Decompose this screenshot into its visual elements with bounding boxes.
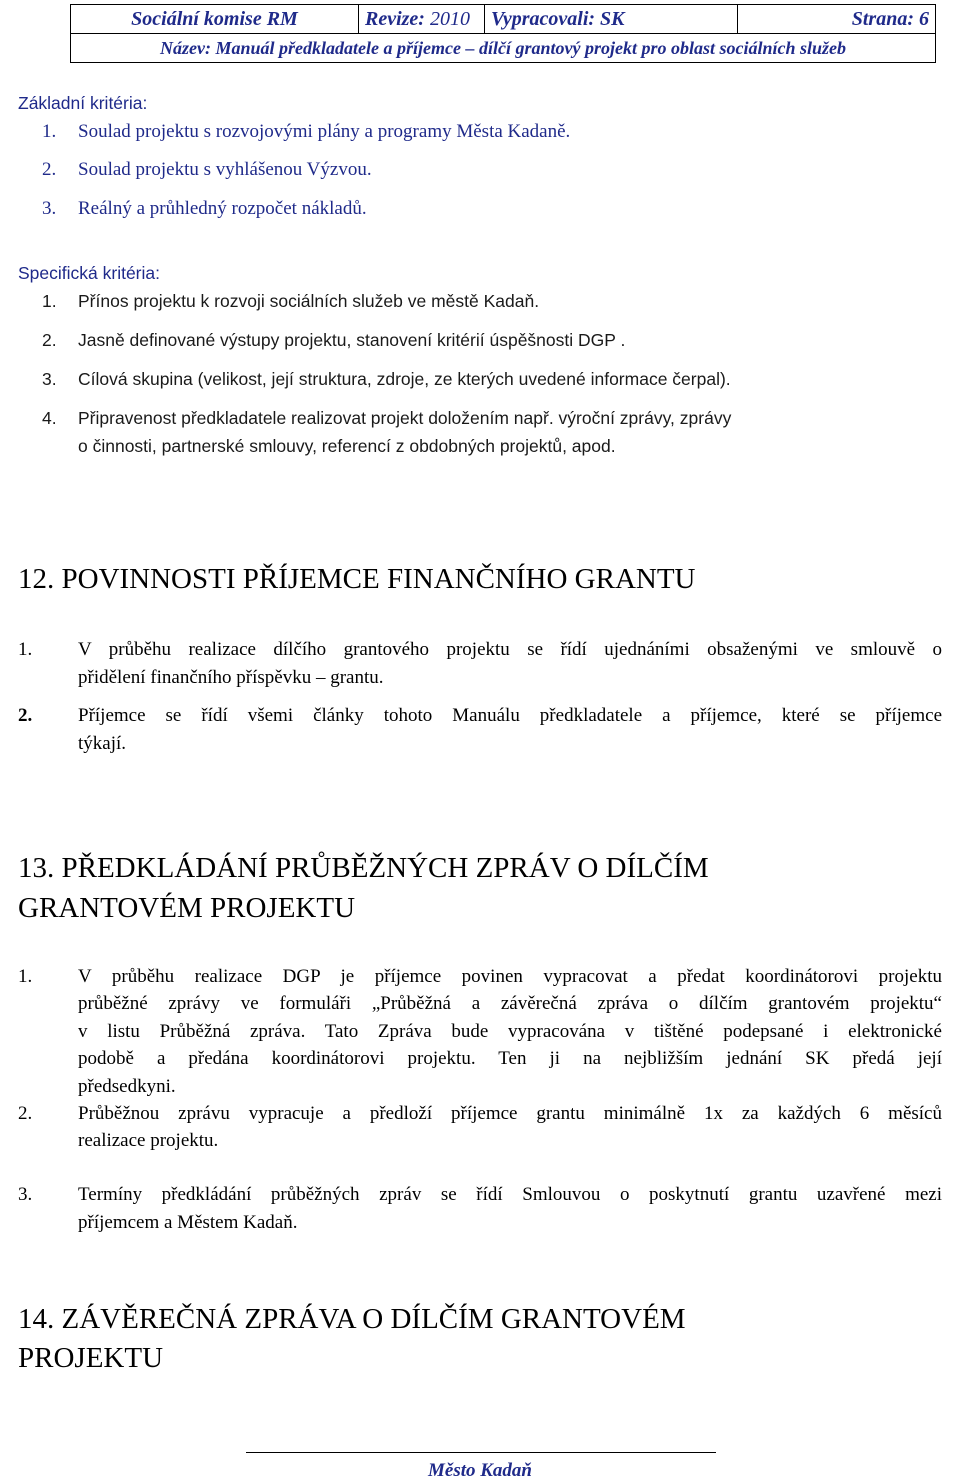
specific-criteria-num-1: 1. (42, 291, 57, 311)
section-13-num-3: 3. (18, 1184, 33, 1205)
section-12-heading: 12. POVINNOSTI PŘÍJEMCE FINANČNÍHO GRANTU (18, 563, 696, 595)
section-13-item-1-line-3: v listu Průběžná zpráva. Tato Zpráva bude vypracována v tištěné podepsané i elektronické (78, 1021, 942, 1042)
section-13-item-2-line-1: Průběžnou zprávu vypracuje a předloží příjemce grantu minimálně 1x za každých 6 měsíců (78, 1103, 942, 1124)
specific-criteria-title: Specifická kritéria: (18, 263, 160, 283)
basic-criteria-item-3: Reálný a průhledný rozpočet nákladů. (78, 198, 367, 219)
specific-criteria-num-4: 4. (42, 408, 57, 428)
specific-criteria-item-4-line-1: Připravenost předkladatele realizovat projekt doložením např. výroční zprávy, zprávy (78, 408, 732, 428)
section-13-num-1: 1. (18, 966, 33, 987)
section-12-item-1-line-1: V průběhu realizace dílčího grantového projektu se řídí ujednáními obsaženými ve smlouvě o (78, 639, 942, 660)
specific-criteria-item-1: Přínos projektu k rozvoji sociálních služeb ve městě Kadaň. (78, 291, 540, 311)
section-14-heading-line-2: PROJEKTU (18, 1342, 164, 1374)
basic-criteria-num-3: 3. (42, 198, 57, 219)
footer-divider (246, 1452, 716, 1453)
section-13-item-1-line-4: podobě a předána koordinátorovi projektu. Ten ji na nejbližším jednání SK předá její (78, 1048, 942, 1069)
section-13-heading-line-2: GRANTOVÉM PROJEKTU (18, 892, 356, 924)
section-13-item-1-line-2: průběžné zprávy ve formuláři „Průběžná a závěrečná zpráva o dílčím grantovém projektu“ (78, 993, 942, 1014)
specific-criteria-item-3: Cílová skupina (velikost, její struktura, zdroje, ze kterých uvedené informace čerpal). (78, 369, 731, 389)
section-13-item-3-line-1: Termíny předkládání průběžných zpráv se řídí Smlouvou o poskytnutí grantu uzavřené mezi (78, 1184, 942, 1205)
section-14-heading-line-1: 14. ZÁVĚREČNÁ ZPRÁVA O DÍLČÍM GRANTOVÉM (18, 1303, 686, 1335)
section-12-item-1-line-2: přidělení finančního příspěvku – grantu. (78, 667, 384, 688)
section-12-item-2-line-1: Příjemce se řídí všemi články tohoto Manuálu předkladatele a příjemce, které se příjemce (78, 705, 942, 726)
section-12-num-2: 2. (18, 705, 33, 726)
section-13-heading-line-1: 13. PŘEDKLÁDÁNÍ PRŮBĚŽNÝCH ZPRÁV O DÍLČÍM (18, 852, 709, 884)
section-12-item-2-line-2: týkají. (78, 733, 127, 754)
basic-criteria-num-2: 2. (42, 159, 57, 180)
specific-criteria-num-2: 2. (42, 330, 57, 350)
section-13-item-1-line-1: V průběhu realizace DGP je příjemce povinen vypracovat a předat koordinátorovi projektu (78, 966, 942, 987)
header-org: Sociální komise RM (71, 5, 359, 34)
basic-criteria-item-1: Soulad projektu s rozvojovými plány a programy Města Kadaně. (78, 121, 571, 142)
section-13-num-2: 2. (18, 1103, 33, 1124)
header-revision: Revize: 2010 (359, 5, 485, 34)
basic-criteria-item-2: Soulad projektu s vyhlášenou Výzvou. (78, 159, 372, 180)
section-12-num-1: 1. (18, 639, 33, 660)
basic-criteria-title: Základní kritéria: (18, 93, 148, 113)
specific-criteria-num-3: 3. (42, 369, 57, 389)
header-document-name: Název: Manuál předkladatele a příjemce – dílčí grantový projekt pro oblast sociálních služeb (71, 34, 936, 63)
footer-city: Město Kadaň (428, 1460, 532, 1481)
section-13-item-1-line-5: předsedkyni. (78, 1076, 176, 1097)
specific-criteria-item-4-line-2: o činnosti, partnerské smlouvy, referencí z obdobných projektů, apod. (78, 436, 616, 456)
page-header (70, 4, 936, 63)
section-13-item-2-line-2: realizace projektu. (78, 1130, 219, 1151)
header-prepared: Vypracovali: SK (485, 5, 738, 34)
basic-criteria-num-1: 1. (42, 121, 57, 142)
specific-criteria-item-2: Jasně definované výstupy projektu, stanovení kritérií úspěšnosti DGP . (78, 330, 626, 350)
header-page: Strana: 6 (738, 5, 936, 34)
section-13-item-3-line-2: příjemcem a Městem Kadaň. (78, 1212, 298, 1233)
